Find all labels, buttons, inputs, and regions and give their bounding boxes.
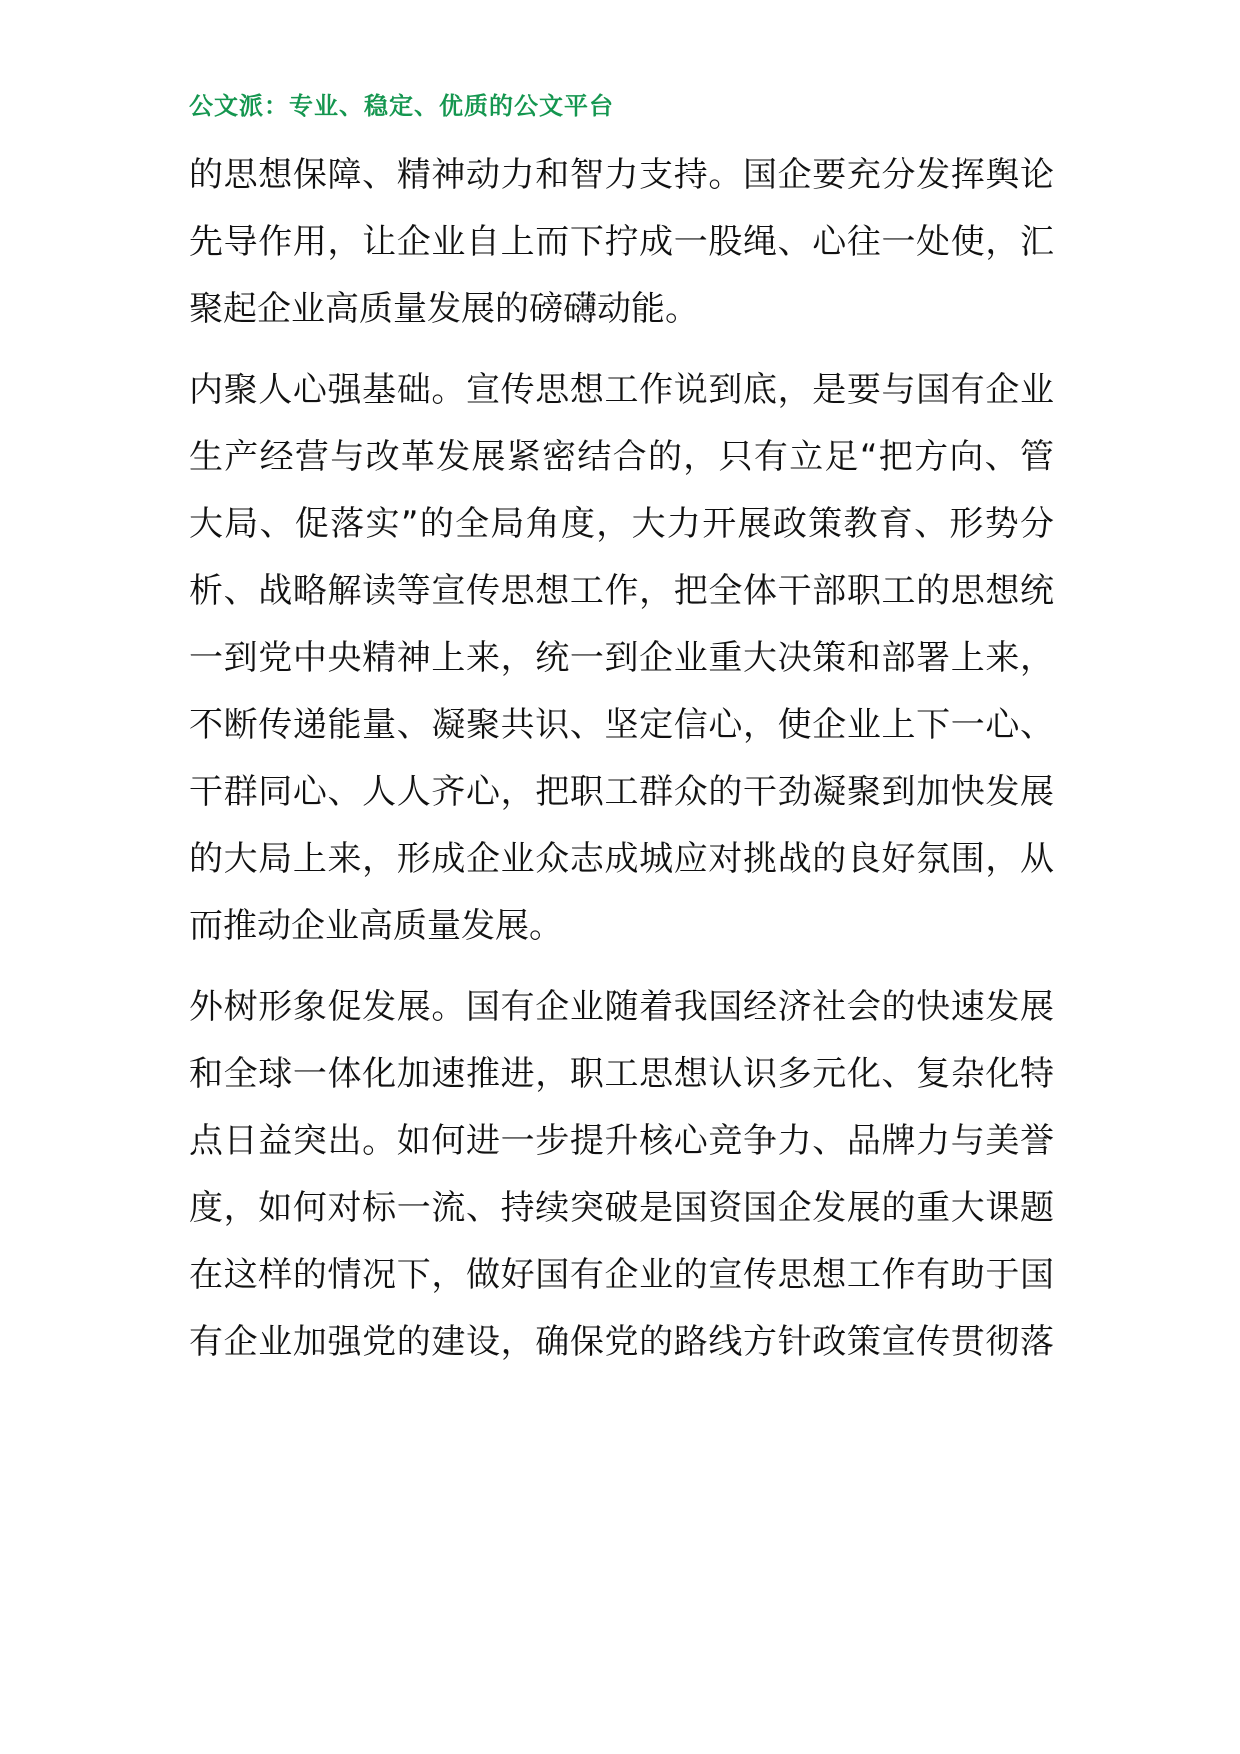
text-line: 聚起企业高质量发展的磅礴动能。 xyxy=(189,289,699,329)
text-line: 的大局上来，形成企业众志成城应对挑战的良好氛围，从 xyxy=(189,839,1054,879)
text-line: 而推动企业高质量发展。 xyxy=(189,906,563,946)
text-line: 一到党中央精神上来，统一到企业重大决策和部署上来， xyxy=(189,638,1054,678)
text-line: 有企业加强党的建设，确保党的路线方针政策宣传贯彻落 xyxy=(189,1322,1054,1362)
text-line: 生产经营与改革发展紧密结合的，只有立足“把方向、管 xyxy=(189,437,1054,477)
site-header: 公文派：专业、稳定、优质的公文平台 xyxy=(189,92,614,120)
text-line: 度，如何对标一流、持续突破是国资国企发展的重大课题 xyxy=(189,1188,1054,1228)
text-line: 不断传递能量、凝聚共识、坚定信心，使企业上下一心、 xyxy=(189,705,1054,745)
text-line: 的思想保障、精神动力和智力支持。国企要充分发挥舆论 xyxy=(189,155,1054,195)
text-line: 干群同心、人人齐心，把职工群众的干劲凝聚到加快发展 xyxy=(189,772,1054,812)
text-line: 析、战略解读等宣传思想工作，把全体干部职工的思想统 xyxy=(189,571,1054,611)
text-line: 和全球一体化加速推进，职工思想认识多元化、复杂化特 xyxy=(189,1054,1054,1094)
text-line: 外树形象促发展。国有企业随着我国经济社会的快速发展 xyxy=(189,987,1054,1027)
text-line: 点日益突出。如何进一步提升核心竞争力、品牌力与美誉 xyxy=(189,1121,1054,1161)
text-line: 大局、促落实”的全局角度，大力开展政策教育、形势分 xyxy=(189,504,1054,544)
text-line: 先导作用，让企业自上而下拧成一股绳、心往一处使，汇 xyxy=(189,222,1054,262)
text-line: 在这样的情况下，做好国有企业的宣传思想工作有助于国 xyxy=(189,1255,1054,1295)
text-line: 内聚人心强基础。宣传思想工作说到底，是要与国有企业 xyxy=(189,370,1054,410)
